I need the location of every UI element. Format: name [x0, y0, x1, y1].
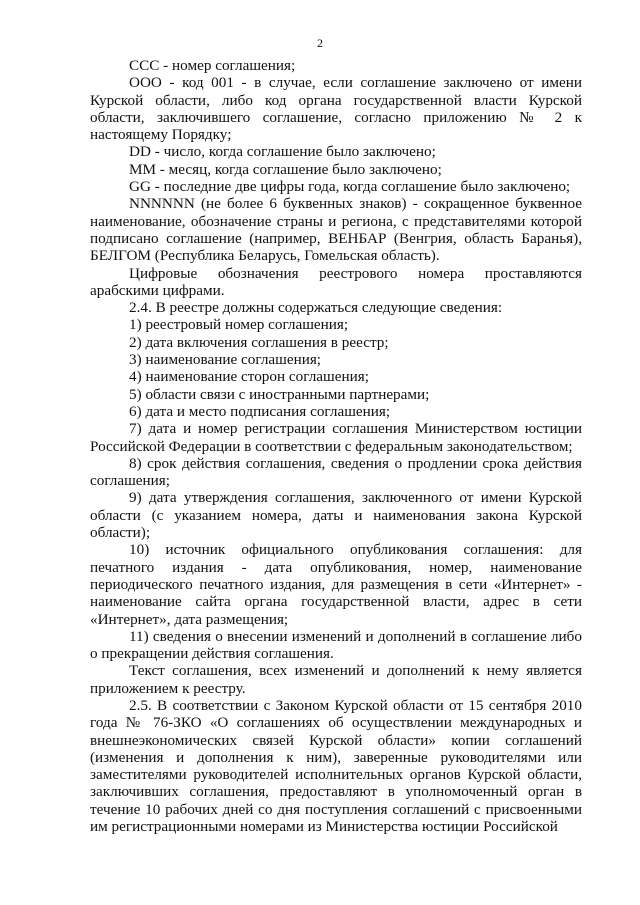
section-2-5-paragraph: 2.5. В соответствии с Законом Курской области от 15 сентября 2010 года № 76-ЗКО «О соглашениях об осуществлении международных и внешнеэкономических связей Курской области» копии соглашений (изменения и дополнения к ним), заверенные руководителями или заместителями руководителей исполнительных органов Курской области, заключивших соглашения, предоставляют в уполномоченный орган в течение 10 рабочих дней со дня поступления соглашений с присвоенными им регистрационными номерами из Министерства юстиции Российской — [90, 696, 582, 836]
code-mm-paragraph: ММ - месяц, когда соглашение было заключено; — [129, 160, 442, 178]
registry-item-3: 3) наименование соглашения; — [129, 351, 322, 369]
registry-item-9: 9) дата утверждения соглашения, заключенного от имени Курской области (с указанием номера, даты и наименования закона Курской области); — [90, 489, 582, 542]
registry-item-8: 8) срок действия соглашения, сведения о продлении срока действия соглашения; — [90, 454, 582, 490]
registry-item-10: 10) источник официального опубликования соглашения: для печатного издания - дата опубликования, номер, наименование периодического печатного издания, для размещения в сети «Интернет» - наименование сайта органа государственной власти, адрес в сети «Интернет», дата размещения; — [90, 541, 582, 628]
registry-item-2: 2) дата включения соглашения в реестр; — [129, 333, 389, 351]
appendix-note-paragraph: Текст соглашения, всех изменений и дополнений к нему является приложением к реестру. — [90, 662, 582, 697]
registry-item-1: 1) реестровый номер соглашения; — [129, 316, 349, 334]
code-dd-paragraph: DD - число, когда соглашение было заключено; — [129, 143, 436, 161]
page-number: 2 — [317, 36, 323, 50]
registry-item-6: 6) дата и место подписания соглашения; — [129, 402, 391, 420]
code-ooo-paragraph: ООО - код 001 - в случае, если соглашение заключено от имени Курской области, либо код органа государственной власти Курской области, заключившего соглашение, согласно приложению № 2 к настоящему Порядку; — [90, 74, 582, 144]
code-gg-paragraph: GG - последние две цифры года, когда соглашение было заключено; — [129, 178, 571, 196]
registry-item-5: 5) области связи с иностранными партнерами; — [129, 385, 430, 403]
registry-item-11: 11) сведения о внесении изменений и дополнений в соглашение либо о прекращении действия соглашения. — [90, 627, 582, 663]
registry-item-7: 7) дата и номер регистрации соглашения Министерством юстиции Российской Федерации в соответствии с федеральным законодательством; — [90, 420, 582, 455]
section-2-4-intro: 2.4. В реестре должны содержаться следующие сведения: — [129, 299, 503, 317]
document-body — [90, 57, 582, 835]
digits-note-paragraph: Цифровые обозначения реестрового номера проставляются арабскими цифрами. — [90, 264, 582, 299]
code-nnnnnn-paragraph: NNNNNN (не более 6 буквенных знаков) - сокращенное буквенное наименование, обозначение страны и региона, с представителями которой подписано соглашение (например, ВЕНБАР (Венгрия, область Баранья), БЕЛГОМ (Республика Беларусь, Гомельская область). — [90, 195, 582, 265]
code-ccc-paragraph: CCC - номер соглашения; — [129, 57, 296, 74]
registry-item-4: 4) наименование сторон соглашения; — [129, 368, 369, 386]
